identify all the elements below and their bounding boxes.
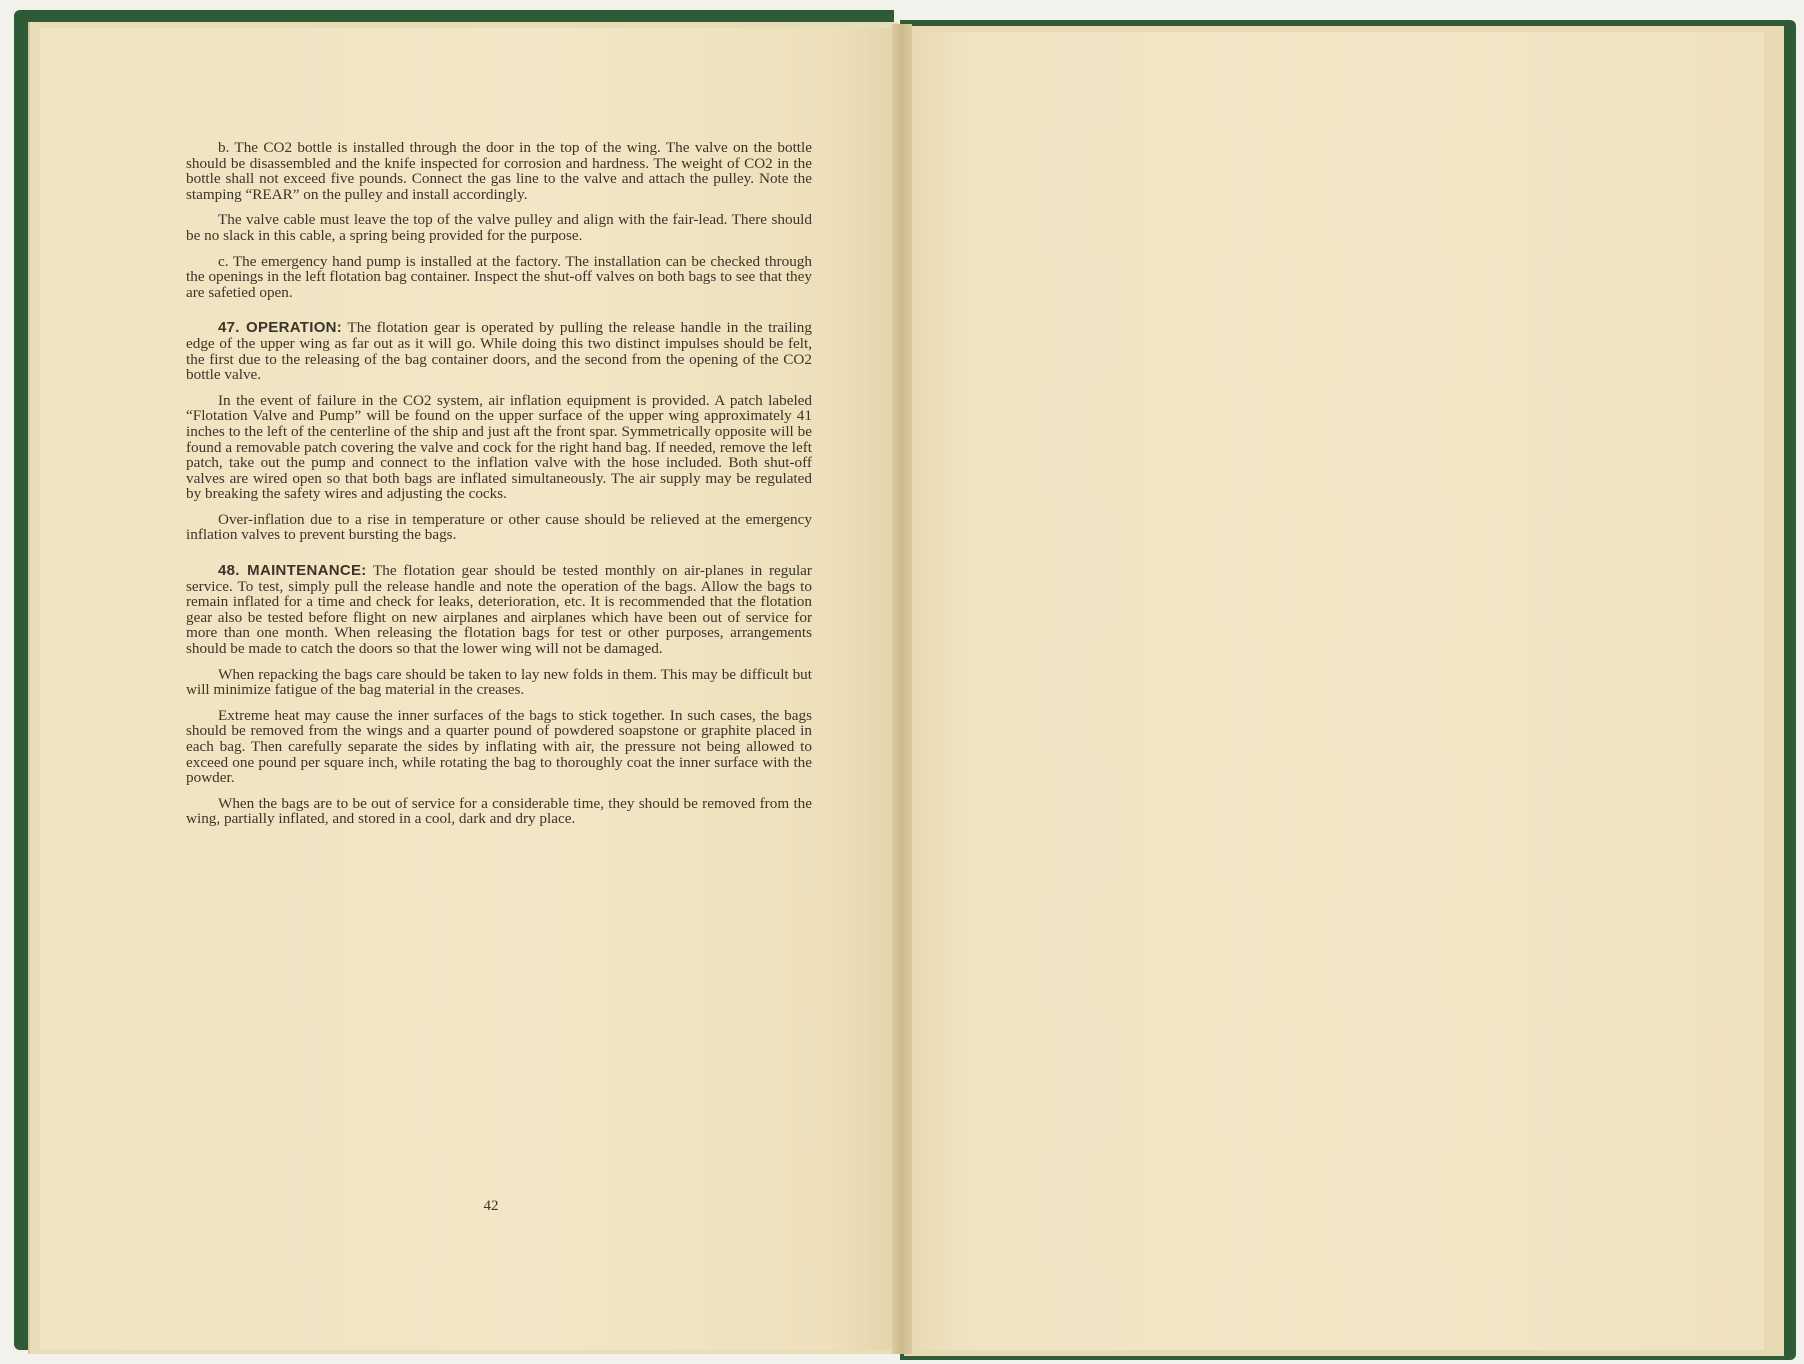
section-48-maintenance — [186, 563, 812, 657]
right-page-blank — [906, 32, 1764, 1350]
page-text — [186, 140, 812, 837]
paragraph-air-inflation: In the event of failure in the CO2 system, air inflation equipment is provided. A patch labeled “Flotation Valve and Pump” will be found on the upper surface of the upper wing approximately 41 inches to the left of the centerline of the ship and just aft the front spar. Symmetrically opposite will be found a removable patch covering the valve and cock for the right hand bag. If needed, remove the left patch, take out the pump and connect to the inflation valve with the hose included. Both shut-off valves are wired open so that both bags are inflated simultaneously. The air supply may be regulated by breaking the safety wires and adjusting the cocks. — [186, 391, 812, 503]
page-number: 42 — [483, 1198, 499, 1214]
section-text: The flotation gear is operated by pulling the release handle in the trailing edge of the upper wing as far out as it will go. While doing this two distinct impulses should be felt, the first due to the releasing of the bag container doors, and the second from the opening of the CO2 bottle valve. — [186, 319, 812, 384]
paragraph-repacking: When repacking the bags care should be taken to lay new folds in them. This may be difficult but will minimize fatigue of the bag material in the creases. — [186, 665, 812, 699]
paragraph-extreme-heat: Extreme heat may cause the inner surfaces of the bags to stick together. In such cases, the bags should be removed from the wings and a quarter pound of powdered soapstone or graphite placed in each bag. Then carefully separate the sides by inflating with air, the pressure not being allowed to exceed one pound per square inch, while rotating the bag to thoroughly coat the inner surface with the powder. — [186, 706, 812, 787]
book-gutter — [892, 24, 912, 1354]
section-heading: 47. OPERATION: — [218, 319, 343, 337]
paragraph-storage: When the bags are to be out of service for a considerable time, they should be removed from the wing, partially inflated, and stored in a cool, dark and dry place. — [186, 794, 812, 828]
paragraph-over-inflation: Over-inflation due to a rise in temperature or other cause should be relieved at the emergency inflation valves to prevent bursting the bags. — [186, 510, 812, 544]
section-heading: 48. MAINTENANCE: — [218, 562, 367, 580]
paragraph-co2-bottle: b. The CO2 bottle is installed through the door in the top of the wing. The valve on the bottle should be disassembled and the knife inspected for corrosion and hardness. The weight of CO2 in the bottle shall not exceed five pounds. Connect the gas line to the valve and attach the pulley. Note the stamping “REAR” on the pulley and install accordingly. — [186, 139, 812, 203]
section-text: The flotation gear should be tested monthly on air-planes in regular service. To test, simply pull the release handle and note the operation of the bags. Allow the bags to remain inflated for a time and check for leaks, deterioration, etc. It is recommended that the flotation gear also be tested before flight on new airplanes and airplanes which have been out of service for more than one month. When releasing the flotation bags for test or other purposes, arrangements should be made to catch the doors so that the lower wing will not be damaged. — [186, 562, 812, 658]
paragraph-valve-cable: The valve cable must leave the top of the valve pulley and align with the fair-lead. There should be no slack in this cable, a spring being provided for the purpose. — [186, 211, 812, 244]
paragraph-hand-pump: c. The emergency hand pump is installed at the factory. The installation can be checked through the openings in the left flotation bag container. Inspect the shut-off valves on both bags to see that they are safetied open. — [186, 252, 812, 301]
section-47-operation — [186, 320, 812, 382]
